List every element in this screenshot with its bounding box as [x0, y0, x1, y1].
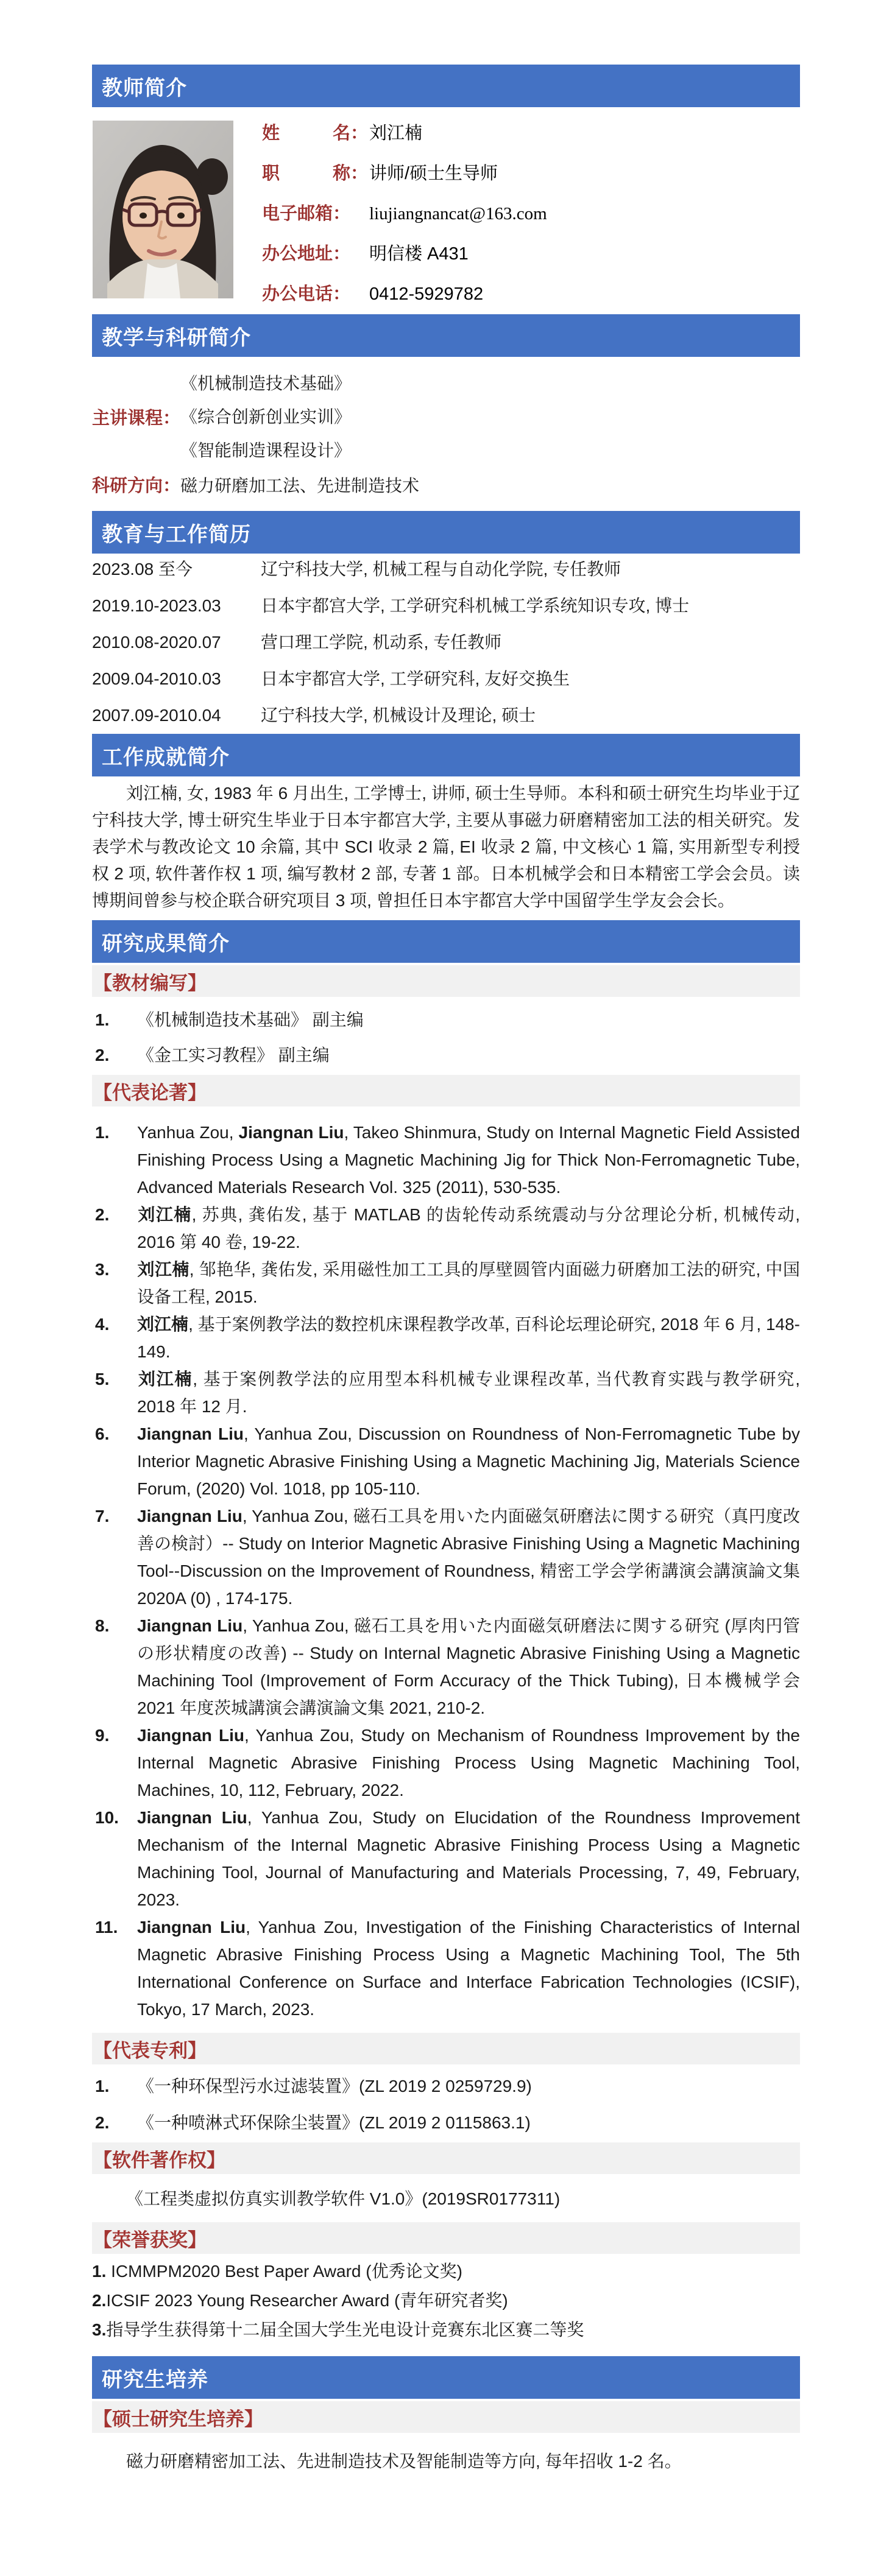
- publication-item: [92, 1913, 800, 2023]
- history-detail: 日本宇都宫大学, 工学研究科机械工学系统知识专攻, 博士: [261, 596, 690, 615]
- subheader-label: 【硕士研究生培养】: [93, 2408, 263, 2430]
- item-number: 2.: [95, 1046, 110, 1065]
- courses-label: 主讲课程：: [92, 409, 181, 428]
- item-number: 2.: [92, 2291, 107, 2310]
- history-row: [92, 669, 800, 689]
- item-text: 《一种环保型污水过滤装置》(ZL 2019 2 0259729.9): [137, 2077, 532, 2096]
- publication-item: [92, 1119, 800, 1201]
- patent-item: [92, 2113, 800, 2133]
- item-number: 3.: [95, 1260, 110, 1279]
- subheader-patents: [92, 2033, 800, 2064]
- section-title: 教师简介: [102, 76, 187, 100]
- publication-item: [92, 1722, 800, 1804]
- field-label: 姓 名：: [262, 124, 369, 143]
- reference-text: , Takeo Shinmura, Study on Internal Magnetic Field Assisted Finishing Process Using a Magnetic Machining Jig for Thick Non-Ferromagnetic Tube, Advanced Materials Research Vol. 325 (2011), 530-535.: [137, 1123, 800, 1197]
- highlighted-author: Jiangnan Liu: [137, 1424, 244, 1443]
- field-value: liujiangnancat@163.com: [369, 204, 547, 223]
- field-label: 电子邮箱：: [262, 204, 351, 223]
- item-number: 1.: [95, 2077, 110, 2096]
- research-value: 磁力研磨加工法、先进制造技术: [180, 476, 420, 495]
- subheader-software-copyright: [92, 2142, 800, 2174]
- highlighted-author: Jiangnan Liu: [137, 1918, 246, 1937]
- field-value: 刘江楠: [369, 124, 423, 143]
- section-banner-teacher-intro: [92, 65, 800, 107]
- history-row: [92, 706, 800, 725]
- section-title: 研究生培养: [102, 2368, 208, 2391]
- profile-field-row: [262, 245, 800, 263]
- achievement-paragraph: 刘江楠, 女, 1983 年 6 月出生, 工学博士, 讲师, 硕士生导师。本科和硕士研究生均毕业于辽宁科技大学, 博士研究生毕业于日本宇都宫大学, 主要从事磁力研磨精密加工法的相关研究。发表学术与教改论文 10 余篇, 其中 SCI 收录 2 篇, EI 收录 2 篇, 中文核心 1 篇, 实用新型专利授权 2 项, 软件著作权 1 项, 编写教材 2 部, 专著 1 部。日本机械学会和日本精密工学会会员。读博期间曾参与校企联合研究项目 3 项, 曾担任日本宇都宫大学中国留学生学友会会长。: [92, 784, 800, 910]
- item-number: 1.: [95, 1010, 110, 1029]
- history-period: 2010.08-2020.07: [92, 633, 221, 652]
- award-list: [92, 2262, 800, 2339]
- item-number: 4.: [95, 1315, 110, 1334]
- section-title: 研究成果简介: [102, 932, 230, 955]
- textbook-item: [92, 1010, 800, 1030]
- software-copyright-item: 《工程类虚拟仿真实训教学软件 V1.0》(2019SR0177311): [126, 2189, 561, 2208]
- section-banner-teaching-research: [92, 314, 800, 357]
- profile-field-row: [262, 205, 800, 223]
- item-number: 8.: [95, 1616, 110, 1635]
- section-banner-research-results: [92, 920, 800, 963]
- reference-text: , Yanhua Zou, Investigation of the Finishing Characteristics of Internal Magnetic Abrasive Finishing Process Using a Magnetic Machining Tool, The 5th International Conference on Surface and Interface Fabrication Technologies (ICSIF), Tokyo, 17 March, 2023.: [137, 1918, 800, 2019]
- reference-text: , 苏典, 龚佑发, 基于 MATLAB 的齿轮传动系统震动与分岔理论分析, 机械传动, 2016 第 40 卷, 19-22.: [137, 1205, 800, 1251]
- section-title: 教育与工作简历: [102, 523, 251, 546]
- highlighted-author: Jiangnan Liu: [137, 1726, 245, 1745]
- highlighted-author: Jiangnan Liu: [137, 1507, 242, 1526]
- subheader-awards: [92, 2222, 800, 2254]
- field-value: 0412-5929782: [369, 284, 484, 304]
- section-title: 教学与科研简介: [102, 326, 251, 350]
- reference-text: , 基于案例教学法的应用型本科机械专业课程改革, 当代教育实践与教学研究, 2018 年 12 月.: [137, 1370, 800, 1416]
- publication-item: [92, 1612, 800, 1722]
- subheader-label: 【教材编写】: [93, 972, 207, 994]
- history-detail: 辽宁科技大学, 机械设计及理论, 硕士: [261, 706, 536, 725]
- research-direction-row: [92, 477, 800, 495]
- section-banner-graduate-training: [92, 2356, 800, 2399]
- courses-row: [92, 367, 800, 467]
- item-number: 11.: [95, 1918, 118, 1937]
- reference-text: , Yanhua Zou, Study on Elucidation of the Roundness Improvement Mechanism of the Internal Magnetic Abrasive Finishing Process Using a Magnetic Machining Tool, Journal of Manufacturing and Materials Processing, 7, 49, February, 2023.: [137, 1808, 800, 1909]
- subheader-label: 【荣誉获奖】: [93, 2229, 207, 2251]
- subheader-label: 【代表论著】: [93, 1082, 207, 1103]
- history-period: 2007.09-2010.04: [92, 706, 221, 725]
- faculty-profile-page: [92, 65, 800, 2509]
- section-banner-education-history: [92, 511, 800, 554]
- highlighted-author: 刘江楠: [137, 1205, 192, 1224]
- history-row: [92, 596, 800, 616]
- item-number: 1.: [95, 1123, 110, 1142]
- textbook-item: [92, 1046, 800, 1065]
- item-number: 7.: [95, 1507, 110, 1526]
- graduate-recruiting-text: 磁力研磨精密加工法、先进制造技术及智能制造等方向, 每年招收 1-2 名。: [126, 2452, 682, 2471]
- publication-list: [92, 1119, 800, 2023]
- reference-text: , Yanhua Zou, 磁石工具を用いた内面磁気研磨法に関する研究 (厚肉円管の形状精度の改善) -- Study on Internal Magnetic Abrasive Finishing Using a Magnetic Machining Tool (Improvement of Form Accuracy of the Thick Tubing), 日本機械学会 2021 年度茨城講演会講演論文集 2021, 210-2.: [137, 1616, 800, 1717]
- item-number: 2.: [95, 1205, 110, 1224]
- highlighted-author: Jiangnan Liu: [238, 1123, 344, 1142]
- field-value: 明信楼 A431: [369, 244, 469, 264]
- item-number: 2.: [95, 2113, 110, 2132]
- history-detail: 辽宁科技大学, 机械工程与自动化学院, 专任教师: [261, 560, 621, 579]
- section-banner-achievements: [92, 734, 800, 776]
- item-number: 6.: [95, 1424, 110, 1443]
- publication-item: [92, 1420, 800, 1502]
- publication-item: [92, 1365, 800, 1420]
- profile-field-row: [262, 124, 800, 143]
- award-item: [92, 2292, 800, 2310]
- highlighted-author: 刘江楠: [137, 1260, 189, 1279]
- portrait-photo-illustration: [93, 121, 233, 298]
- reference-text: , 基于案例教学法的数控机床课程教学改革, 百科论坛理论研究, 2018 年 6 月, 148-149.: [137, 1315, 800, 1361]
- reference-text: , 邹艳华, 龚佑发, 采用磁性加工工具的厚壁圆管内面磁力研磨加工法的研究, 中国设备工程, 2015.: [137, 1260, 800, 1306]
- item-number: 3.: [92, 2320, 107, 2339]
- history-block: [92, 560, 800, 725]
- course-list: [180, 367, 351, 467]
- item-text: ICSIF 2023 Young Researcher Award (青年研究者奖): [106, 2291, 508, 2310]
- profile-field-row: [262, 164, 800, 183]
- course-item: 《综合创新创业实训》: [180, 407, 352, 426]
- patent-item: [92, 2077, 800, 2096]
- item-number: 1.: [92, 2262, 107, 2281]
- item-number: 5.: [95, 1370, 110, 1388]
- authors-prefix: Yanhua Zou,: [137, 1123, 239, 1142]
- reference-text: , Yanhua Zou, Discussion on Roundness of Non-Ferromagnetic Tube by Interior Magnetic Abrasive Finishing Using a Magnetic Machining Jig, Materials Science Forum, (2020) Vol. 1018, pp 105-110.: [137, 1424, 800, 1498]
- field-label: 职 称：: [262, 164, 369, 183]
- item-number: 9.: [95, 1726, 110, 1745]
- publication-item: [92, 1311, 800, 1365]
- highlighted-author: Jiangnan Liu: [137, 1616, 243, 1635]
- history-period: 2023.08 至今: [92, 560, 193, 579]
- item-text: ICMMPM2020 Best Paper Award (优秀论文奖): [106, 2262, 462, 2281]
- research-label: 科研方向：: [92, 476, 181, 496]
- field-value: 讲师/硕士生导师: [369, 164, 498, 183]
- profile-fields: [262, 121, 800, 303]
- reference-text: , Yanhua Zou, 磁石工具を用いた内面磁気研磨法に関する研究（真円度改善の検討）-- Study on Interior Magnetic Abrasive Finishing Using a Magnetic Machining Tool--Discussion on the Improvement of Roundness, 精密工学会学術講演会講演論文集 2020A (0) , 174-175.: [137, 1507, 800, 1608]
- publication-item: [92, 1201, 800, 1256]
- publication-item: [92, 1502, 800, 1612]
- section-title: 工作成就简介: [102, 745, 230, 769]
- subheader-textbooks: [92, 965, 800, 997]
- history-detail: 营口理工学院, 机动系, 专任教师: [261, 633, 502, 652]
- teaching-block: [92, 367, 800, 495]
- item-text: 《金工实习教程》 副主编: [137, 1046, 330, 1065]
- course-item: 《智能制造课程设计》: [180, 441, 352, 460]
- reference-text: , Yanhua Zou, Study on Mechanism of Roundness Improvement by the Internal Magnetic Abrasive Finishing Process Using Magnetic Machining Tool, Machines, 10, 112, February, 2022.: [137, 1726, 800, 1800]
- award-item: [92, 2321, 800, 2339]
- history-row: [92, 633, 800, 652]
- item-text: 指导学生获得第十二届全国大学生光电设计竞赛东北区赛二等奖: [106, 2320, 584, 2339]
- highlighted-author: 刘江楠: [137, 1315, 189, 1334]
- history-period: 2019.10-2023.03: [92, 596, 221, 615]
- profile-block: [92, 121, 800, 303]
- highlighted-author: Jiangnan Liu: [137, 1808, 247, 1827]
- subheader-label: 【软件著作权】: [93, 2149, 225, 2171]
- history-period: 2009.04-2010.03: [92, 669, 221, 688]
- item-text: 《一种喷淋式环保除尘装置》(ZL 2019 2 0115863.1): [137, 2113, 531, 2132]
- portrait-photo: [93, 121, 233, 298]
- item-text: 《机械制造技术基础》 副主编: [137, 1010, 364, 1029]
- award-item: [92, 2262, 800, 2281]
- publication-item: [92, 1804, 800, 1913]
- course-item: 《机械制造技术基础》: [180, 374, 352, 393]
- subheader-master-training: [92, 2401, 800, 2433]
- highlighted-author: 刘江楠: [137, 1370, 193, 1388]
- history-row: [92, 560, 800, 579]
- history-detail: 日本宇都宫大学, 工学研究科, 友好交换生: [261, 669, 570, 688]
- profile-field-row: [262, 285, 800, 303]
- field-label: 办公电话：: [262, 284, 351, 304]
- subheader-publications: [92, 1075, 800, 1107]
- publication-item: [92, 1256, 800, 1311]
- item-number: 10.: [95, 1808, 119, 1827]
- subheader-label: 【代表专利】: [93, 2039, 207, 2061]
- patent-list: [92, 2077, 800, 2133]
- field-label: 办公地址：: [262, 244, 351, 264]
- textbook-list: [92, 1010, 800, 1065]
